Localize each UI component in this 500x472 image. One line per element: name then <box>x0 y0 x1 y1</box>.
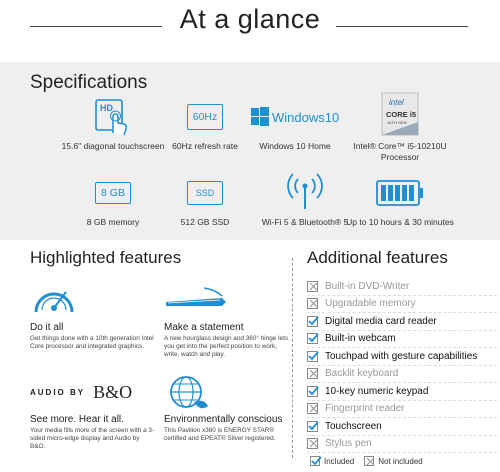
spec-wireless <box>250 168 360 228</box>
additional-features-heading: Additional features <box>307 248 448 267</box>
x-icon <box>307 281 318 292</box>
svg-text:Windows10: Windows10 <box>272 110 339 125</box>
spec-os <box>240 96 350 152</box>
list-item <box>307 313 497 331</box>
legend-not-included: Not included <box>378 456 423 466</box>
not-included-x-icon <box>364 456 374 466</box>
feature-do-it-all <box>30 278 156 351</box>
spec-label: Windows 10 Home <box>259 141 331 151</box>
audio-bo-logo: AUDIO BY B&O <box>30 381 133 402</box>
ssd-icon: SSD <box>150 172 260 214</box>
feature-title: Make a statement <box>164 322 244 333</box>
spec-processor <box>345 90 455 163</box>
feature-title: Do it all <box>30 322 64 333</box>
x-icon <box>307 403 318 414</box>
list-item <box>307 366 497 384</box>
feature-label: Built-in DVD-Writer <box>325 280 410 292</box>
section-divider <box>292 258 293 458</box>
feature-see-more <box>30 370 156 451</box>
page-title: At a glance <box>179 4 321 34</box>
feature-title: See more. Hear it all. <box>30 414 124 425</box>
globe-leaf-icon <box>164 370 290 414</box>
spec-label: 15.6" diagonal touchscreen <box>61 141 165 151</box>
spec-label: Up to 10 hours & 30 minutes <box>346 217 454 227</box>
spec-battery <box>345 172 455 228</box>
refresh-rate-icon: 60Hz <box>150 96 260 138</box>
feature-description: A new hourglass design and 360° hinge lets you get into the perfect position to work, write, watch and play. <box>164 335 289 358</box>
check-icon <box>307 386 318 397</box>
svg-text:intel: intel <box>389 98 404 107</box>
intel-badge-icon <box>345 90 455 138</box>
additional-features-section <box>307 248 497 450</box>
svg-text:CORE i5: CORE i5 <box>386 110 417 119</box>
feature-legend <box>310 456 423 466</box>
feature-label: Touchscreen <box>325 420 382 432</box>
check-icon <box>307 421 318 432</box>
feature-title: Environmentally conscious <box>164 414 283 425</box>
spec-label: Intel® Core™ i5-10210U Processor <box>353 141 447 162</box>
spec-label: 512 GB SSD <box>180 217 230 227</box>
wifi-antenna-icon <box>250 168 360 214</box>
feature-environment <box>164 370 290 443</box>
memory-icon: 8 GB <box>58 172 168 214</box>
highlighted-features-heading: Highlighted features <box>30 248 182 267</box>
check-icon <box>307 316 318 327</box>
feature-label: Backlit keyboard <box>325 368 399 380</box>
feature-make-a-statement <box>164 278 290 359</box>
feature-label: Touchpad with gesture capabilities <box>325 350 478 362</box>
spec-storage <box>150 172 260 228</box>
feature-label: Digital media card reader <box>325 315 437 327</box>
check-icon <box>307 351 318 362</box>
windows-logo-icon <box>240 96 350 138</box>
legend-included: Included <box>324 456 355 466</box>
feature-label: Built-in webcam <box>325 333 396 345</box>
speedometer-icon <box>30 278 156 322</box>
feature-label: Upgradable memory <box>325 298 416 310</box>
list-item <box>307 296 497 314</box>
highlighted-features-section <box>30 248 290 472</box>
spec-label: Wi-Fi 5 & Bluetooth® 5 <box>261 217 349 227</box>
feature-description: Get things done with a 10th generation Intel Core processor and integrated graphics. <box>30 335 154 350</box>
list-item <box>307 401 497 419</box>
x-icon <box>307 298 318 309</box>
included-check-icon <box>310 456 320 466</box>
hinge-icon <box>164 278 290 322</box>
list-item <box>307 331 497 349</box>
additional-features-list <box>307 278 497 453</box>
check-icon <box>307 333 318 344</box>
specifications-heading: Specifications <box>30 72 148 93</box>
feature-description: Your media fills more of the screen with a 3-sided micro-edge display and Audio by B&O. <box>30 427 155 450</box>
feature-label: 10-key numeric keypad <box>325 385 429 397</box>
list-item <box>307 278 497 296</box>
list-item <box>307 348 497 366</box>
feature-label: Fingerprint reader <box>325 403 405 415</box>
x-icon <box>307 368 318 379</box>
list-item <box>307 383 497 401</box>
feature-description: This Pavilion x360 is ENERGY STAR® certified and EPEAT® Silver registered. <box>164 427 276 442</box>
battery-icon <box>345 172 455 214</box>
spec-label: 8 GB memory <box>86 217 140 227</box>
header-rule-right <box>336 26 468 27</box>
svg-text:HD: HD <box>100 103 113 113</box>
svg-text:10TH GEN: 10TH GEN <box>387 120 407 125</box>
feature-label: Stylus pen <box>325 438 372 450</box>
specifications-section <box>0 62 500 240</box>
list-item <box>307 436 497 454</box>
page-header <box>0 0 500 50</box>
spec-label: 60Hz refresh rate <box>172 141 238 151</box>
x-icon <box>307 438 318 449</box>
list-item <box>307 418 497 436</box>
